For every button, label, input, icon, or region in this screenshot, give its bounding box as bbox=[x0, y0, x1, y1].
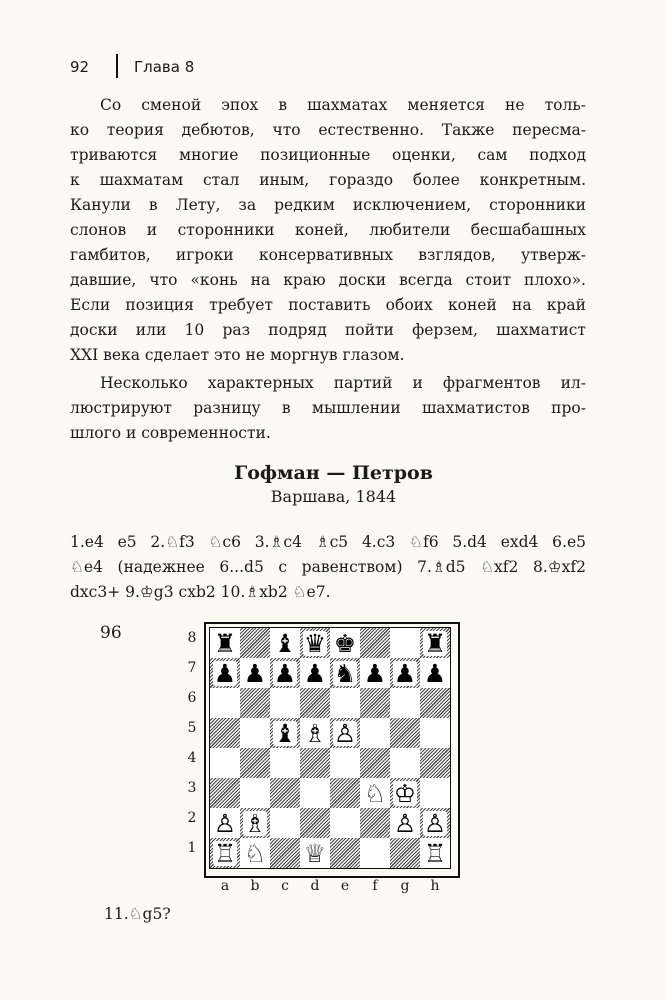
paragraph-intro-line: ко теория дебютов, что естественно. Также пересма- bbox=[70, 121, 586, 139]
file-label: c bbox=[281, 878, 289, 894]
square-g5 bbox=[390, 718, 420, 748]
square-c8 bbox=[270, 628, 300, 658]
square-g8 bbox=[390, 628, 420, 658]
game-moves-line: 1.e4 e5 2.♘f3 ♘c6 3.♗c4 ♗c5 4.c3 ♘f6 5.d4 exd4 6.e5 bbox=[70, 533, 586, 551]
square-f8 bbox=[360, 628, 390, 658]
square-f3 bbox=[360, 778, 390, 808]
file-label: h bbox=[430, 878, 440, 894]
square-b1 bbox=[240, 838, 270, 868]
square-c5 bbox=[270, 718, 300, 748]
paragraph-games-intro bbox=[70, 371, 586, 446]
paragraph-intro-line: слонов и сторонники коней, любители бесшабашных bbox=[70, 221, 586, 239]
chess-piece-icon: ♖ bbox=[213, 838, 237, 868]
paragraph-intro-line: давшие, что «конь на краю доски всегда стоит плохо». bbox=[70, 271, 586, 289]
square-f6 bbox=[360, 688, 390, 718]
rank-label: 4 bbox=[187, 750, 197, 766]
square-b7 bbox=[240, 658, 270, 688]
paragraph-intro-line: гамбитов, игроки консервативных взглядов, утверж- bbox=[70, 246, 586, 264]
game-moves-line: ♘e4 (надежнее 6...d5 с равенством) 7.♗d5 ♘xf2 8.♔xf2 bbox=[70, 558, 586, 576]
paragraph-intro bbox=[70, 93, 586, 368]
chess-piece-icon: ♙ bbox=[213, 808, 237, 838]
square-h8 bbox=[420, 628, 450, 658]
chess-piece-icon: ♙ bbox=[393, 808, 417, 838]
chess-piece-icon: ♝ bbox=[273, 628, 297, 658]
file-label: f bbox=[372, 878, 378, 894]
square-d6 bbox=[300, 688, 330, 718]
square-d7 bbox=[300, 658, 330, 688]
square-c6 bbox=[270, 688, 300, 718]
chess-piece-icon: ♘ bbox=[363, 778, 387, 808]
chess-piece-icon: ♟ bbox=[303, 658, 327, 688]
square-d5 bbox=[300, 718, 330, 748]
square-f7 bbox=[360, 658, 390, 688]
file-label: e bbox=[340, 878, 350, 894]
rank-label: 3 bbox=[187, 780, 197, 796]
square-d1 bbox=[300, 838, 330, 868]
chapter-title: Глава 8 bbox=[134, 58, 195, 76]
rank-label: 8 bbox=[187, 630, 197, 646]
square-a2 bbox=[210, 808, 240, 838]
game-place: Варшава, 1844 bbox=[270, 487, 397, 506]
rank-label: 6 bbox=[187, 690, 197, 706]
square-e5 bbox=[330, 718, 360, 748]
square-f5 bbox=[360, 718, 390, 748]
square-h3 bbox=[420, 778, 450, 808]
square-e1 bbox=[330, 838, 360, 868]
rank-label: 2 bbox=[187, 810, 197, 826]
file-label: d bbox=[310, 878, 320, 894]
board-grid bbox=[209, 627, 451, 869]
chess-piece-icon: ♟ bbox=[213, 658, 237, 688]
square-e8 bbox=[330, 628, 360, 658]
square-g3 bbox=[390, 778, 420, 808]
chess-piece-icon: ♘ bbox=[243, 838, 267, 868]
chess-piece-icon: ♜ bbox=[423, 628, 447, 658]
square-g1 bbox=[390, 838, 420, 868]
chess-piece-icon: ♜ bbox=[213, 628, 237, 658]
square-e4 bbox=[330, 748, 360, 778]
paragraph-intro-line: доски или 10 раз подряд пойти ферзем, шахматист bbox=[70, 321, 586, 339]
square-b8 bbox=[240, 628, 270, 658]
square-g2 bbox=[390, 808, 420, 838]
chess-piece-icon: ♕ bbox=[303, 838, 327, 868]
chess-piece-icon: ♟ bbox=[273, 658, 297, 688]
square-a3 bbox=[210, 778, 240, 808]
continuation-move: 11.♘g5? bbox=[104, 905, 171, 923]
square-a4 bbox=[210, 748, 240, 778]
paragraph-games-intro-line: Несколько характерных партий и фрагментов ил- bbox=[100, 374, 586, 392]
square-h6 bbox=[420, 688, 450, 718]
chess-piece-icon: ♞ bbox=[333, 658, 357, 688]
diagram-number: 96 bbox=[100, 623, 122, 643]
chess-piece-icon: ♔ bbox=[393, 778, 417, 808]
chess-piece-icon: ♗ bbox=[303, 718, 327, 748]
chess-piece-icon: ♟ bbox=[243, 658, 267, 688]
file-label: g bbox=[400, 878, 410, 894]
file-label: b bbox=[250, 878, 260, 894]
paragraph-intro-line: Если позиция требует поставить обоих коней на край bbox=[70, 296, 586, 314]
square-a5 bbox=[210, 718, 240, 748]
square-c2 bbox=[270, 808, 300, 838]
square-d3 bbox=[300, 778, 330, 808]
square-f2 bbox=[360, 808, 390, 838]
paragraph-intro-line: XXI века сделает это не моргнув глазом. bbox=[70, 346, 405, 364]
chess-board bbox=[204, 622, 460, 878]
rank-label: 7 bbox=[187, 660, 197, 676]
square-c1 bbox=[270, 838, 300, 868]
square-f1 bbox=[360, 838, 390, 868]
header-divider bbox=[116, 54, 118, 78]
square-a1 bbox=[210, 838, 240, 868]
game-moves bbox=[70, 530, 586, 605]
game-title: Гофман — Петров bbox=[234, 462, 433, 484]
square-b5 bbox=[240, 718, 270, 748]
square-c4 bbox=[270, 748, 300, 778]
chess-piece-icon: ♖ bbox=[423, 838, 447, 868]
square-b3 bbox=[240, 778, 270, 808]
chess-piece-icon: ♚ bbox=[333, 628, 357, 658]
paragraph-intro-line: к шахматам стал иным, гораздо более конкретным. bbox=[70, 171, 586, 189]
square-d2 bbox=[300, 808, 330, 838]
chess-piece-icon: ♟ bbox=[423, 658, 447, 688]
square-d4 bbox=[300, 748, 330, 778]
chess-piece-icon: ♟ bbox=[393, 658, 417, 688]
square-b2 bbox=[240, 808, 270, 838]
chess-piece-icon: ♝ bbox=[273, 718, 297, 748]
square-h7 bbox=[420, 658, 450, 688]
paragraph-games-intro-line: шлого и современности. bbox=[70, 424, 271, 442]
square-a7 bbox=[210, 658, 240, 688]
square-g6 bbox=[390, 688, 420, 718]
square-b6 bbox=[240, 688, 270, 718]
chess-piece-icon: ♟ bbox=[363, 658, 387, 688]
rank-label: 5 bbox=[187, 720, 197, 736]
square-c7 bbox=[270, 658, 300, 688]
square-e6 bbox=[330, 688, 360, 718]
square-a8 bbox=[210, 628, 240, 658]
paragraph-intro-line: Со сменой эпох в шахматах меняется не толь- bbox=[100, 96, 586, 114]
square-h5 bbox=[420, 718, 450, 748]
chess-piece-icon: ♛ bbox=[303, 628, 327, 658]
square-h2 bbox=[420, 808, 450, 838]
square-b4 bbox=[240, 748, 270, 778]
square-g7 bbox=[390, 658, 420, 688]
square-d8 bbox=[300, 628, 330, 658]
square-a6 bbox=[210, 688, 240, 718]
game-moves-line: dxc3+ 9.♔g3 cxb2 10.♗xb2 ♘e7. bbox=[70, 583, 331, 601]
file-label: a bbox=[220, 878, 230, 894]
square-e3 bbox=[330, 778, 360, 808]
chess-piece-icon: ♙ bbox=[333, 718, 357, 748]
chess-piece-icon: ♙ bbox=[423, 808, 447, 838]
paragraph-intro-line: Канули в Лету, за редким исключением, сторонники bbox=[70, 196, 586, 214]
square-h1 bbox=[420, 838, 450, 868]
paragraph-games-intro-line: люстрируют разницу в мышлении шахматистов про- bbox=[70, 399, 586, 417]
rank-label: 1 bbox=[187, 840, 197, 856]
square-c3 bbox=[270, 778, 300, 808]
square-f4 bbox=[360, 748, 390, 778]
square-e7 bbox=[330, 658, 360, 688]
chess-piece-icon: ♗ bbox=[243, 808, 267, 838]
square-e2 bbox=[330, 808, 360, 838]
page-number: 92 bbox=[70, 58, 90, 76]
paragraph-intro-line: триваются многие позиционные оценки, сам подход bbox=[70, 146, 586, 164]
square-g4 bbox=[390, 748, 420, 778]
square-h4 bbox=[420, 748, 450, 778]
